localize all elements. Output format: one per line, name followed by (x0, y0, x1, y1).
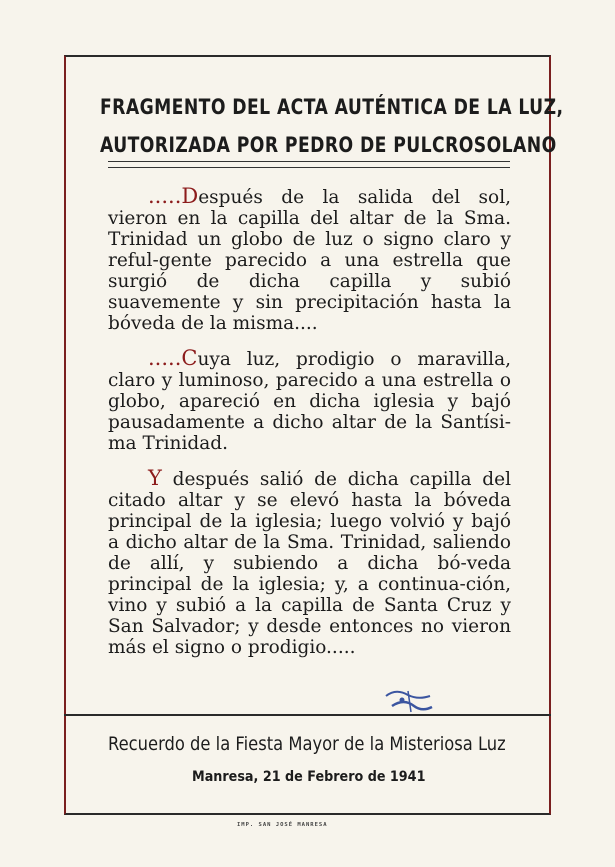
divider-rule-top (108, 161, 510, 162)
footer-title: Recuerdo de la Fiesta Mayor de la Misteriosa Luz (108, 733, 506, 755)
paragraph-1-text: espués de la salida del sol, vieron en la capilla del altar de la Sma. Trinidad un globo de luz o signo claro y reful-gente parecido a una estrella que surgió de dicha capilla y subió suavemente y sin precipitación hasta la bóveda de la misma.... (108, 187, 511, 334)
printer-imprint: IMP. SAN JOSÉ MANRESA (237, 822, 328, 828)
paragraph-3 (108, 468, 511, 658)
paragraph-3-lead: Y (148, 466, 162, 490)
ink-emblem-icon (378, 686, 438, 716)
paragraph-3-text: después salió de dicha capilla del citado altar y se elevó hasta la bóveda principal de la iglesia; luego volvió y bajó a dicho altar de la Sma. Trinidad, saliendo de allí, y subiendo a dicha bó-veda principal de la iglesia; y, a continua-ción, vino y subió a la capilla de Santa Cruz y San Salvador; y desde entonces no vieron más el signo o prodigio..... (108, 469, 511, 658)
paragraph-1-lead: .....D (148, 184, 199, 208)
document-heading (100, 88, 564, 164)
document-body (108, 186, 511, 672)
heading-line-1: FRAGMENTO DEL ACTA AUTÉNTICA DE LA LUZ, (100, 95, 564, 119)
paragraph-2 (108, 348, 511, 454)
paragraph-1 (108, 186, 511, 334)
paragraph-2-text: uya luz, prodigio o maravilla, claro y luminoso, parecido a una estrella o globo, apareció en dicha iglesia y bajó pausadamente a dicho altar de la Santísi-ma Trinidad. (108, 349, 511, 454)
paragraph-2-lead: .....C (148, 346, 198, 370)
heading-line-2: AUTORIZADA POR PEDRO DE PULCROSOLANO (100, 133, 557, 157)
footer-date: Manresa, 21 de Febrero de 1941 (192, 769, 426, 785)
footer-divider (64, 714, 551, 716)
divider-rule-bottom (108, 167, 510, 168)
